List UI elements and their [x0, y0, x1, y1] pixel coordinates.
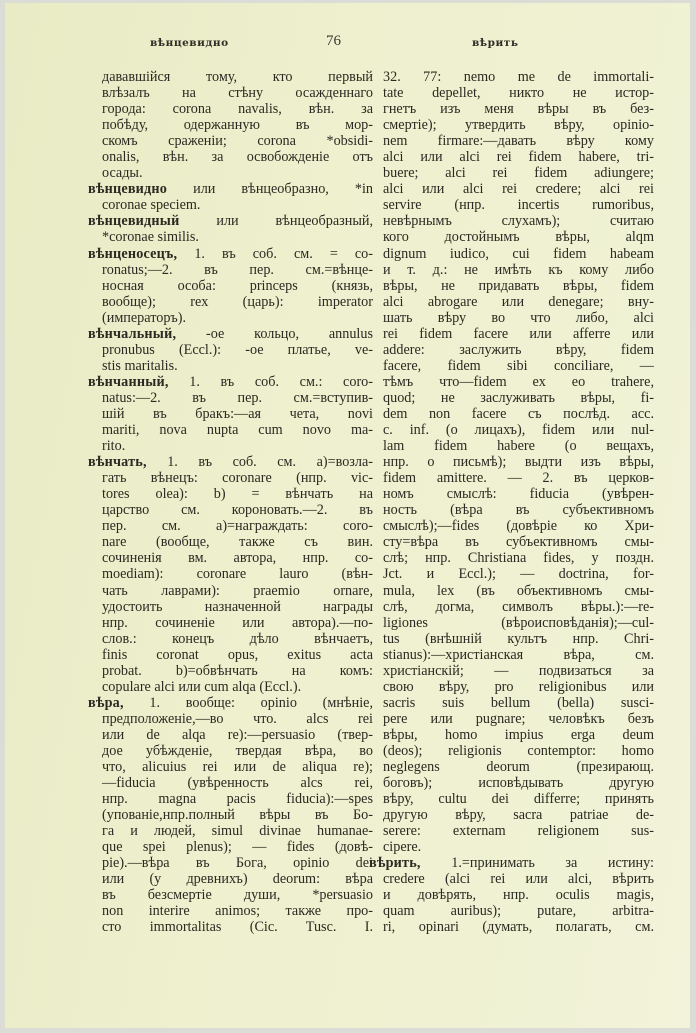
dictionary-entry-line: [88, 695, 373, 711]
dictionary-entry-line: [88, 181, 373, 197]
line-text: нпр. magna pacis fiducia):—spes: [102, 791, 373, 808]
line-text: вѣру, cultu dei differre; принять: [383, 791, 654, 808]
text-line: [369, 470, 654, 486]
line-text: addere: заслужить вѣру, fidem: [383, 341, 654, 358]
line-text: (императоръ).: [102, 309, 187, 326]
line-text: serere: externam religionem sus-: [383, 823, 654, 840]
text-line: [369, 422, 654, 438]
text-line: [88, 550, 373, 566]
line-text: credere (alci rei или alci, вѣрить: [383, 871, 654, 888]
text-line: [88, 631, 373, 647]
line-text: quam auribus); putare, arbitra-: [383, 903, 654, 920]
line-text: mariti, nova nupta cum novo ma-: [102, 422, 373, 439]
text-line: [369, 181, 654, 197]
dictionary-entry-line: [88, 213, 373, 229]
line-text: neglegens deorum (презирающ.: [383, 759, 654, 776]
text-line: [369, 69, 654, 85]
line-text: побѣду, одержанную въ мор-: [102, 117, 373, 134]
text-line: [369, 133, 654, 149]
text-line: [88, 615, 373, 631]
line-text: 1. въ соб. см.: coro-: [168, 373, 373, 390]
text-line: [369, 775, 654, 791]
text-line: [88, 711, 373, 727]
line-text: stis maritalis.: [102, 357, 178, 374]
line-text: finis coronat opus, exitus acta: [102, 646, 373, 663]
text-line: [369, 759, 654, 775]
headword: вѣнценосецъ,: [88, 245, 178, 262]
text-line: [88, 342, 373, 358]
line-text: или вѣнцеобразно, *in: [167, 181, 373, 198]
line-text: moediam): coronare lauro (вѣн-: [102, 566, 373, 583]
line-text: probat. b)=обвѣнчать на комъ:: [102, 662, 373, 679]
headword: вѣнцевидно: [88, 181, 168, 198]
dictionary-entry-line: [88, 374, 373, 390]
line-text: buere; alci rei fidem adiungere;: [383, 165, 654, 182]
text-line: [369, 583, 654, 599]
text-line: [88, 791, 373, 807]
line-text: fidem amittere. — 2. въ церков-: [383, 470, 654, 487]
text-line: [88, 229, 373, 245]
line-text: христіанскій; — подвизаться за: [383, 662, 654, 679]
line-text: lam fidem habere (о вещахъ,: [383, 438, 654, 455]
line-text: cipere.: [383, 839, 422, 856]
line-text: сто immortalitas (Cic. Tusc. I.: [102, 919, 373, 936]
text-line: [369, 599, 654, 615]
line-text: чать лаврами): praemio ornare,: [102, 582, 373, 599]
text-line: [369, 342, 654, 358]
line-text: города: corona navalis, вѣн. за: [102, 101, 373, 118]
text-line: [369, 149, 654, 165]
line-text: mula, lex (въ объективномъ смы-: [383, 582, 654, 599]
line-text: tate depellet, никто не истор-: [383, 85, 654, 102]
line-text: влѣзалъ на стѣну осажденнаго: [102, 85, 373, 102]
line-text: номъ смыслѣ: fiducia (увѣрен-: [383, 486, 654, 503]
text-line: [369, 550, 654, 566]
text-line: [88, 679, 373, 695]
right-column: [369, 69, 654, 936]
text-line: [369, 887, 654, 903]
text-line: [88, 133, 373, 149]
text-line: [88, 422, 373, 438]
text-line: [369, 791, 654, 807]
text-line: [88, 101, 373, 117]
text-line: [369, 711, 654, 727]
text-line: [369, 246, 654, 262]
line-text: (deos); religionis contemptor: homo: [383, 742, 654, 759]
text-line: [369, 438, 654, 454]
line-text: вѣры, homo impius erga deum: [383, 726, 654, 743]
text-line: [369, 566, 654, 582]
line-text: —fiducia (увѣренность alcs rei,: [102, 775, 373, 792]
line-text: гать вѣнецъ: coronare (нпр. vic-: [102, 470, 373, 487]
text-line: [88, 919, 373, 935]
text-line: [369, 310, 654, 326]
text-line: [369, 534, 654, 550]
headword: вѣра,: [88, 694, 124, 711]
line-text: тѣмъ что—fidem ex eo trahere,: [383, 373, 654, 390]
line-text: 1.=принимать за истину:: [420, 855, 654, 872]
text-line: [88, 69, 373, 85]
text-line: [88, 358, 373, 374]
line-text: dignum iudico, cui fidem habeam: [383, 245, 654, 262]
line-text: боговъ); исповѣдывать другую: [383, 775, 654, 792]
text-line: [88, 406, 373, 422]
line-text: слѣ; нпр. Christiana fides, у поздн.: [383, 550, 654, 567]
text-line: [88, 887, 373, 903]
line-text: c. inf. (о лицахъ), fidem или nul-: [383, 422, 654, 439]
line-text: Jct. и Eccl.); — doctrina, for-: [383, 566, 654, 583]
line-text: другую вѣру, sacra patriae de-: [383, 807, 654, 824]
text-line: [88, 759, 373, 775]
line-text: вѣры, не придавать вѣры, fidem: [383, 277, 654, 294]
line-text: (упованіе,нпр.полный вѣры въ Бо-: [102, 807, 373, 824]
text-line: [369, 502, 654, 518]
dictionary-page: [5, 3, 690, 1028]
text-line: [369, 631, 654, 647]
line-text: ronatus;—2. въ пер. см.=вѣнце-: [102, 261, 373, 278]
text-line: [88, 807, 373, 823]
page-number: 76: [326, 33, 341, 49]
text-line: [369, 213, 654, 229]
text-line: [369, 727, 654, 743]
text-line: [369, 85, 654, 101]
line-text: natus:—2. въ пер. см.=вступив-: [102, 389, 373, 406]
text-line: [88, 310, 373, 326]
line-text: nare (вообще, также съ вин.: [102, 534, 373, 551]
text-line: [88, 743, 373, 759]
text-line: [88, 534, 373, 550]
line-text: alci или alci rei fidem habere, tri-: [383, 149, 654, 166]
dictionary-entry-line: [88, 326, 373, 342]
line-text: servire (нпр. incertis rumoribus,: [383, 197, 654, 214]
line-text: скомъ сраженіи; corona *obsidi-: [102, 133, 373, 150]
line-text: 1. въ соб. см. a)=возла-: [146, 454, 373, 471]
line-text: ріе).—вѣра въ Бога, opinio dei: [102, 855, 373, 872]
line-text: stianus):—христіанская вѣра, см.: [383, 646, 654, 663]
line-text: и довѣрять, нпр. oculis magis,: [383, 887, 654, 904]
text-line: [369, 165, 654, 181]
text-line: [369, 278, 654, 294]
line-text: свою вѣру, pro religionibus или: [383, 678, 654, 695]
text-line: [88, 599, 373, 615]
line-text: что, alicuius rei или de aliqua re);: [102, 759, 373, 776]
line-text: пер. см. a)=награждать: coro-: [102, 518, 373, 535]
line-text: alci abrogare или denegare; вну-: [383, 293, 654, 310]
text-line: [88, 663, 373, 679]
line-text: удостоить назначенной награды: [102, 598, 373, 615]
line-text: предположеніе,—во что. alcs rei: [102, 710, 373, 727]
headword: вѣрить,: [369, 855, 421, 872]
line-text: нпр. о письмѣ); выдти изъ вѣры,: [383, 454, 654, 471]
line-text: шій въ бракъ:—ая чета, novi: [102, 405, 373, 422]
headword: вѣнчальный,: [88, 325, 177, 342]
text-line: [88, 390, 373, 406]
line-text: кого достойнымъ вѣры, alqm: [383, 229, 654, 246]
line-text: и т. д.: не имѣть къ кому либо: [383, 261, 654, 278]
text-line: [369, 101, 654, 117]
line-text: га и людей, simul divinae humanae-: [102, 823, 373, 840]
line-text: царство см. короновать.—2. въ: [102, 502, 373, 519]
line-text: слов.: конецъ дѣло вѣнчаетъ,: [102, 630, 373, 647]
line-text: или (у древнихъ) deorum: вѣра: [102, 871, 373, 888]
headword: вѣнцевидный: [88, 213, 180, 230]
text-line: [369, 663, 654, 679]
text-line: [369, 390, 654, 406]
text-line: [369, 839, 654, 855]
headword: вѣнчать,: [88, 454, 147, 471]
text-line: [369, 743, 654, 759]
dictionary-entry-line: [88, 454, 373, 470]
text-line: [88, 197, 373, 213]
line-text: pronubus (Eccl.): -ое платье, ve-: [102, 341, 373, 358]
line-text: сочиненія вм. автора, нпр. co-: [102, 550, 373, 567]
text-line: [88, 583, 373, 599]
line-text: sacris suis bellum (bella) susci-: [383, 694, 654, 711]
text-line: [88, 775, 373, 791]
text-line: [88, 823, 373, 839]
line-text: сту=вѣра въ субъективномъ смы-: [383, 534, 654, 551]
line-text: смертіе); утвердить вѣру, opinio-: [383, 117, 654, 134]
line-text: дававшійся тому, кто первый: [102, 69, 373, 85]
line-text: rito.: [102, 438, 126, 455]
line-text: copulare alci или cum alqa (Eccl.).: [102, 678, 302, 695]
text-line: [369, 919, 654, 935]
line-text: или вѣнцеобразный,: [179, 213, 373, 230]
text-line: [369, 358, 654, 374]
text-line: [88, 518, 373, 534]
text-line: [369, 117, 654, 133]
text-line: [369, 454, 654, 470]
line-text: вообще); rex (царь): imperator: [102, 293, 373, 310]
text-line: [88, 647, 373, 663]
text-line: [369, 615, 654, 631]
dictionary-entry-line: [88, 246, 373, 262]
text-line: [88, 470, 373, 486]
line-text: facere, fidem sibi conciliare, —: [383, 357, 654, 374]
text-line: [88, 294, 373, 310]
left-column: [88, 69, 373, 936]
text-line: [369, 486, 654, 502]
line-text: tores olea): b) = вѣнчать на: [102, 486, 373, 503]
text-line: [88, 839, 373, 855]
text-line: [88, 502, 373, 518]
text-line: [88, 486, 373, 502]
line-text: que spei plenus); — fides (довѣ-: [102, 839, 373, 856]
line-text: pere или pugnare; человѣкъ безъ: [383, 710, 654, 727]
text-line: [88, 165, 373, 181]
text-line: [369, 807, 654, 823]
running-head-left: вѣнцевидно: [150, 37, 229, 49]
line-text: dem non facere съ послѣд. acc.: [383, 405, 654, 422]
text-line: [369, 406, 654, 422]
line-text: alci или alci rei credere; alci rei: [383, 181, 654, 198]
text-line: [369, 326, 654, 342]
line-text: нпр. сочиненіе или автора).—по-: [102, 614, 373, 631]
text-line: [369, 374, 654, 390]
text-line: [88, 438, 373, 454]
text-line: [88, 727, 373, 743]
text-line: [369, 871, 654, 887]
text-line: [88, 85, 373, 101]
line-text: tus (внѣшній культъ нпр. Chri-: [383, 630, 654, 647]
line-text: nem firmare:—давать вѣру кому: [383, 133, 654, 150]
line-text: ligiones (вѣроисповѣданія);—cul-: [383, 614, 654, 631]
line-text: onalis, вѣн. за освобожденіе отъ: [102, 149, 373, 166]
line-text: гнетъ изъ меня вѣры въ без-: [383, 101, 654, 118]
line-text: ность (вѣра въ субъективномъ: [383, 502, 654, 519]
text-line: [369, 262, 654, 278]
line-text: ri, opinari (думать, полагать, см.: [383, 919, 654, 936]
line-text: дое убѣжденіе, твердая вѣра, во: [102, 742, 373, 759]
text-line: [88, 566, 373, 582]
line-text: *coronae similis.: [102, 229, 199, 246]
line-text: невѣрнымъ слухамъ); считаю: [383, 213, 654, 230]
text-line: [369, 197, 654, 213]
line-text: coronae speciem.: [102, 197, 201, 214]
line-text: 1. вообще: opinio (мнѣніе,: [123, 694, 373, 711]
line-text: non interire animos; также про-: [102, 903, 373, 920]
dictionary-entry-line: [369, 855, 654, 871]
line-text: rei fidem facere или afferre или: [383, 325, 654, 342]
text-line: [88, 117, 373, 133]
text-line: [369, 294, 654, 310]
text-line: [88, 903, 373, 919]
text-line: [88, 262, 373, 278]
headword: вѣнчанный,: [88, 373, 169, 390]
line-text: носная особа: princeps (князь,: [102, 277, 373, 294]
line-text: 1. въ соб. см. = co-: [177, 245, 373, 262]
line-text: или de alqa re):—persuasio (твер-: [102, 726, 373, 743]
text-line: [369, 695, 654, 711]
text-line: [88, 278, 373, 294]
line-text: въ безсмертіе души, *persuasio: [102, 887, 373, 904]
text-line: [369, 903, 654, 919]
text-line: [369, 647, 654, 663]
line-text: -ое кольцо, annulus: [176, 325, 373, 342]
text-line: [88, 871, 373, 887]
line-text: смыслѣ);—fides (довѣріе ко Хри-: [383, 518, 654, 535]
text-line: [88, 149, 373, 165]
running-head-right: вѣрить: [472, 37, 519, 49]
line-text: quod; не заслуживать вѣры, fi-: [383, 389, 654, 406]
text-line: [369, 518, 654, 534]
text-line: [369, 823, 654, 839]
line-text: 32. 77: nemo me de immortali-: [383, 69, 654, 85]
text-line: [88, 855, 373, 871]
text-line: [369, 229, 654, 245]
text-line: [369, 679, 654, 695]
line-text: слѣ, догма, символъ вѣры.):—re-: [383, 598, 654, 615]
line-text: осады.: [102, 165, 143, 182]
line-text: шать вѣру во что либо, alci: [383, 309, 654, 326]
